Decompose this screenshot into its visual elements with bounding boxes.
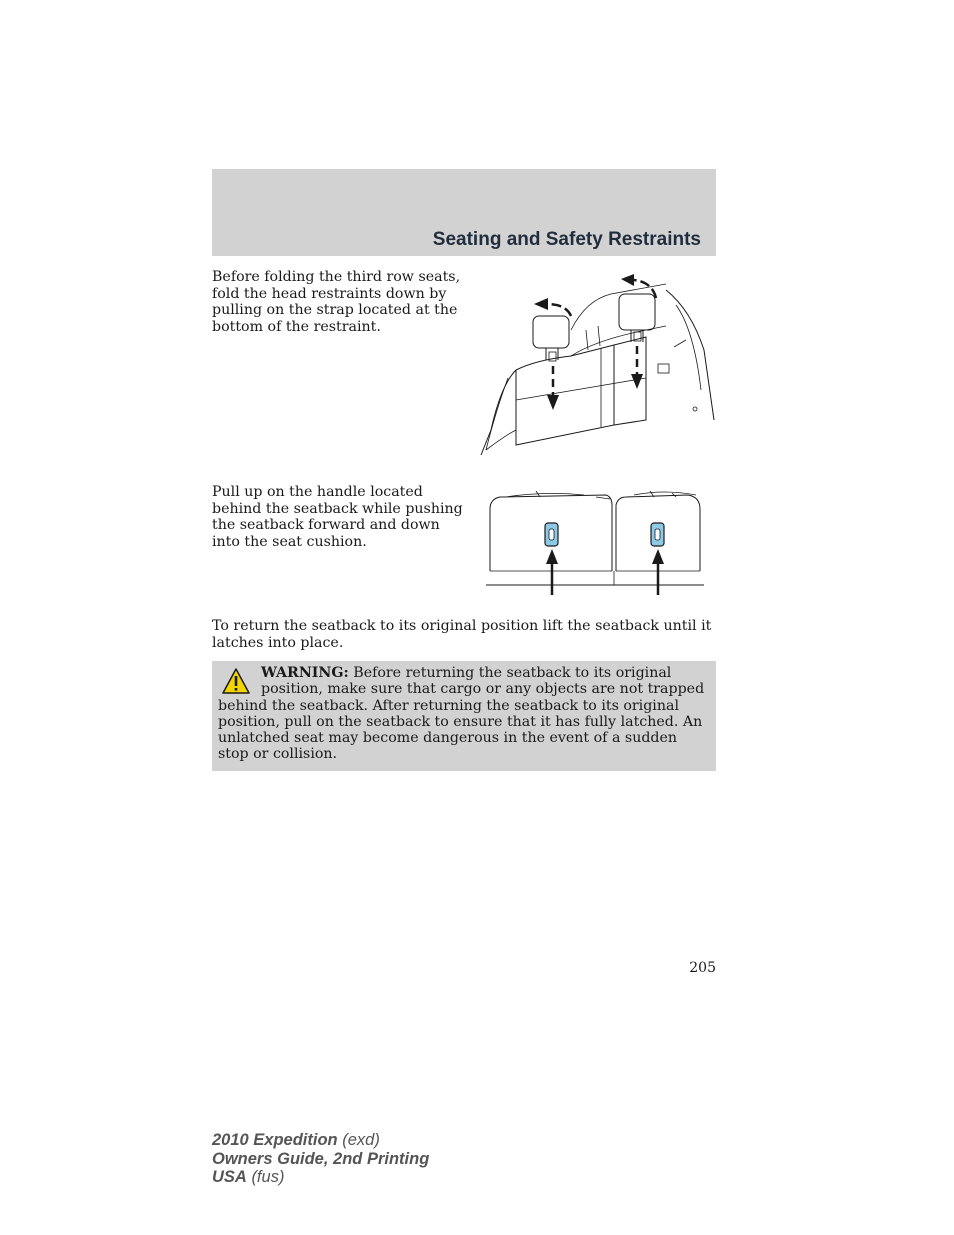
footer-model-code: (exd) <box>342 1131 380 1149</box>
section-header <box>212 169 716 256</box>
footer-model: 2010 Expedition <box>212 1131 338 1149</box>
warning-text <box>218 665 712 763</box>
document-footer <box>212 1131 429 1187</box>
paragraph-pull-handle: Pull up on the handle located behind the seatback while pushing the seatback forward and down into the seat cushion. <box>212 484 463 550</box>
footer-edition: Owners Guide, 2nd Printing <box>212 1149 430 1168</box>
warning-label: WARNING: <box>261 665 349 681</box>
warning-box <box>212 661 716 771</box>
seatback-handle-illustration <box>484 489 706 597</box>
head-restraint-fold-illustration <box>476 270 716 460</box>
footer-market: USA <box>212 1168 247 1186</box>
section-title: Seating and Safety Restraints <box>432 229 701 250</box>
paragraph-fold-head-restraints: Before folding the third row seats, fold the head restraints down by pulling on the strap located at the bottom of the restraint. <box>212 269 461 335</box>
footer-market-code: (fus) <box>251 1168 285 1186</box>
paragraph-return-seatback: To return the seatback to its original position lift the seatback until it latches into place. <box>212 618 712 651</box>
warning-body: Before returning the seatback to its original position, make sure that cargo or any objects are not trapped behind the seatback. After returning the seatback to its original position, pull on the seatback to ensure that it has fully latched. An unlatched seat may become dangerous in the event of a sudden stop or collision. <box>218 665 705 763</box>
page-number: 205 <box>689 960 716 976</box>
